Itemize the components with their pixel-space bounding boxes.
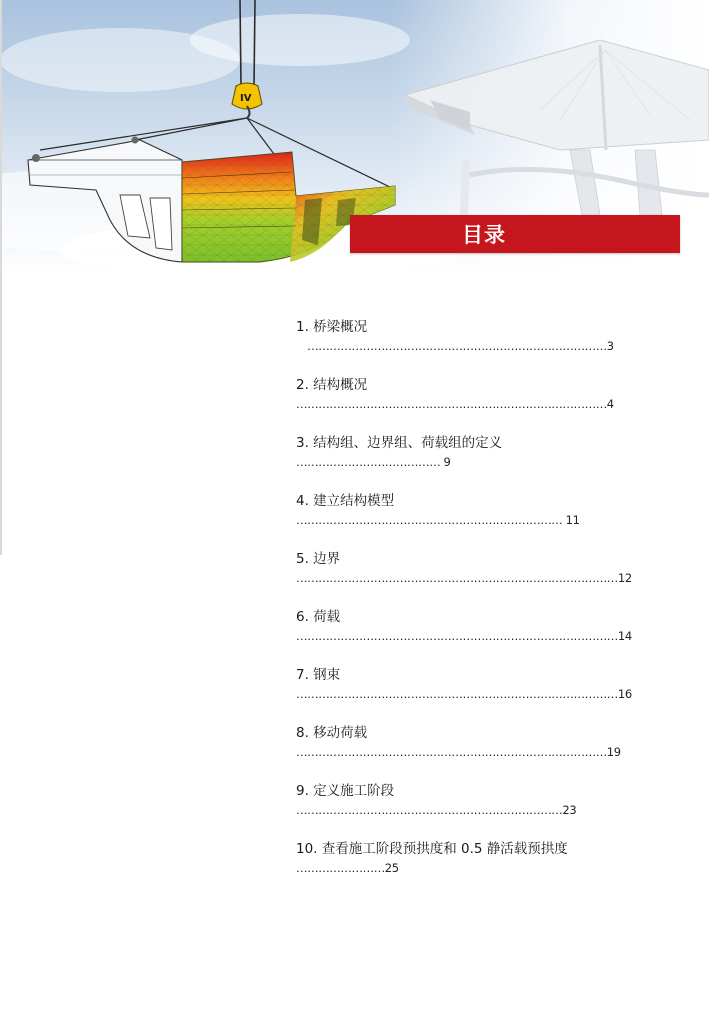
left-margin-rule <box>0 0 2 555</box>
title-bar <box>350 215 680 253</box>
toc-entry-leader-page: ……………………25 <box>296 861 399 875</box>
table-of-contents <box>296 318 670 898</box>
toc-entry-leader-page: ……………………………………………………………………………12 <box>296 571 632 585</box>
toc-entry[interactable] <box>296 608 670 645</box>
toc-entry[interactable] <box>296 782 670 819</box>
toc-entry-title: 3. 结构组、边界组、荷载组的定义 <box>296 435 503 451</box>
page-title: 目录 <box>462 223 506 247</box>
toc-entry[interactable] <box>296 550 670 587</box>
toc-entry[interactable] <box>296 724 670 761</box>
toc-entry-title: 8. 移动荷载 <box>296 725 368 741</box>
toc-entry-leader-page: ………………………………… 9 <box>296 455 451 469</box>
toc-entry[interactable] <box>296 840 670 877</box>
toc-entry[interactable] <box>296 434 670 471</box>
toc-entry-title: 10. 查看施工阶段预拱度和 0.5 静活载预拱度 <box>296 841 568 857</box>
toc-entry-title: 1. 桥梁概况 <box>296 319 368 335</box>
toc-entry-title: 5. 边界 <box>296 551 341 567</box>
toc-entry-title: 4. 建立结构模型 <box>296 493 395 509</box>
toc-entry-leader-page: …………………………………………………………………………4 <box>296 397 614 411</box>
toc-entry-leader-page: …………………………………………………………………………19 <box>296 745 621 759</box>
toc-entry-title: 6. 荷载 <box>296 609 341 625</box>
toc-entry-title: 7. 钢束 <box>296 667 341 683</box>
crane-hook-label: IV <box>240 93 252 104</box>
toc-entry[interactable] <box>296 492 670 529</box>
toc-entry-leader-page: ………………………………………………………………23 <box>296 803 577 817</box>
toc-entry[interactable] <box>296 318 670 355</box>
toc-entry-leader-page: ………………………………………………………………………3 <box>296 339 614 353</box>
toc-entry-leader-page: ……………………………………………………………… 11 <box>296 513 580 527</box>
toc-entry[interactable] <box>296 666 670 703</box>
toc-entry[interactable] <box>296 376 670 413</box>
toc-entry-leader-page: ……………………………………………………………………………16 <box>296 687 632 701</box>
toc-entry-leader-page: ……………………………………………………………………………14 <box>296 629 632 643</box>
toc-entry-title: 2. 结构概况 <box>296 377 368 393</box>
toc-entry-title: 9. 定义施工阶段 <box>296 783 395 799</box>
